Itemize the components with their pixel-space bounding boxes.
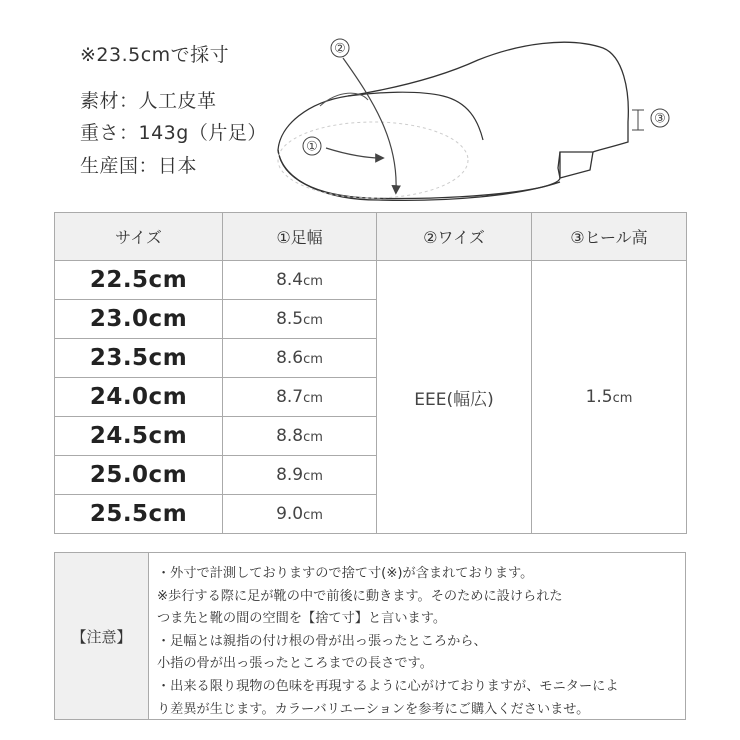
header-size: サイズ (55, 213, 223, 261)
foot-width-cell: 8.4cm (223, 261, 377, 300)
foot-width-cell: 8.9cm (223, 456, 377, 495)
shoe-heel (558, 152, 593, 178)
note-line: 小指の骨が出っ張ったところまでの長さです。 (157, 656, 433, 672)
header-wise: ②ワイズ (377, 213, 532, 261)
weight-spec: 重さ：143g（片足） (80, 122, 267, 144)
size-cell: 25.5cm (55, 495, 223, 534)
origin-spec: 生産国：日本 (80, 155, 198, 177)
foot-width-cell: 8.7cm (223, 378, 377, 417)
size-cell: 24.5cm (55, 417, 223, 456)
note-line: ・外寸で計測しておりますので捨て寸(※)が含まれております。 (157, 566, 534, 581)
foot-width-cell: 8.8cm (223, 417, 377, 456)
size-cell: 23.0cm (55, 300, 223, 339)
size-cell: 25.0cm (55, 456, 223, 495)
material-spec: 素材：人工皮革 (80, 90, 217, 112)
notes-text (157, 563, 683, 721)
heel-height-cell: 1.5cm (532, 261, 687, 534)
note-line: つま先と靴の間の空間を【捨て寸】と言います。 (157, 611, 447, 627)
notes-box (54, 552, 686, 720)
header-heel-height: ③ヒール高 (532, 213, 687, 261)
foot-width-cell: 9.0cm (223, 495, 377, 534)
size-table (54, 212, 687, 534)
shoe-outline (278, 42, 628, 198)
foot-width-cell: 8.6cm (223, 339, 377, 378)
marker-3: ③ (654, 111, 666, 127)
note-line: ・出来る限り現物の色味を再現するように心がけておりますが、モニターによ (157, 678, 619, 694)
shoe-diagram (268, 30, 708, 210)
size-cell: 24.0cm (55, 378, 223, 417)
marker-2: ② (334, 41, 346, 57)
size-cell: 22.5cm (55, 261, 223, 300)
note-line: り差異が生じます。カラーバリエーションを参考にご購入くださいませ。 (157, 701, 590, 717)
note-line: ※歩行する際に足が靴の中で前後に動きます。そのために設けられた (157, 588, 563, 604)
marker-1: ① (306, 139, 318, 155)
size-cell: 23.5cm (55, 339, 223, 378)
foot-width-cell: 8.5cm (223, 300, 377, 339)
measure-note: ※23.5cmで採寸 (80, 44, 230, 66)
table-row (55, 261, 687, 300)
notes-label: 【注意】 (55, 553, 149, 719)
wise-cell: EEE(幅広) (377, 261, 532, 534)
header-foot-width: ①足幅 (223, 213, 377, 261)
note-line: ・足幅とは親指の付け根の骨が出っ張ったところから、 (157, 633, 487, 649)
